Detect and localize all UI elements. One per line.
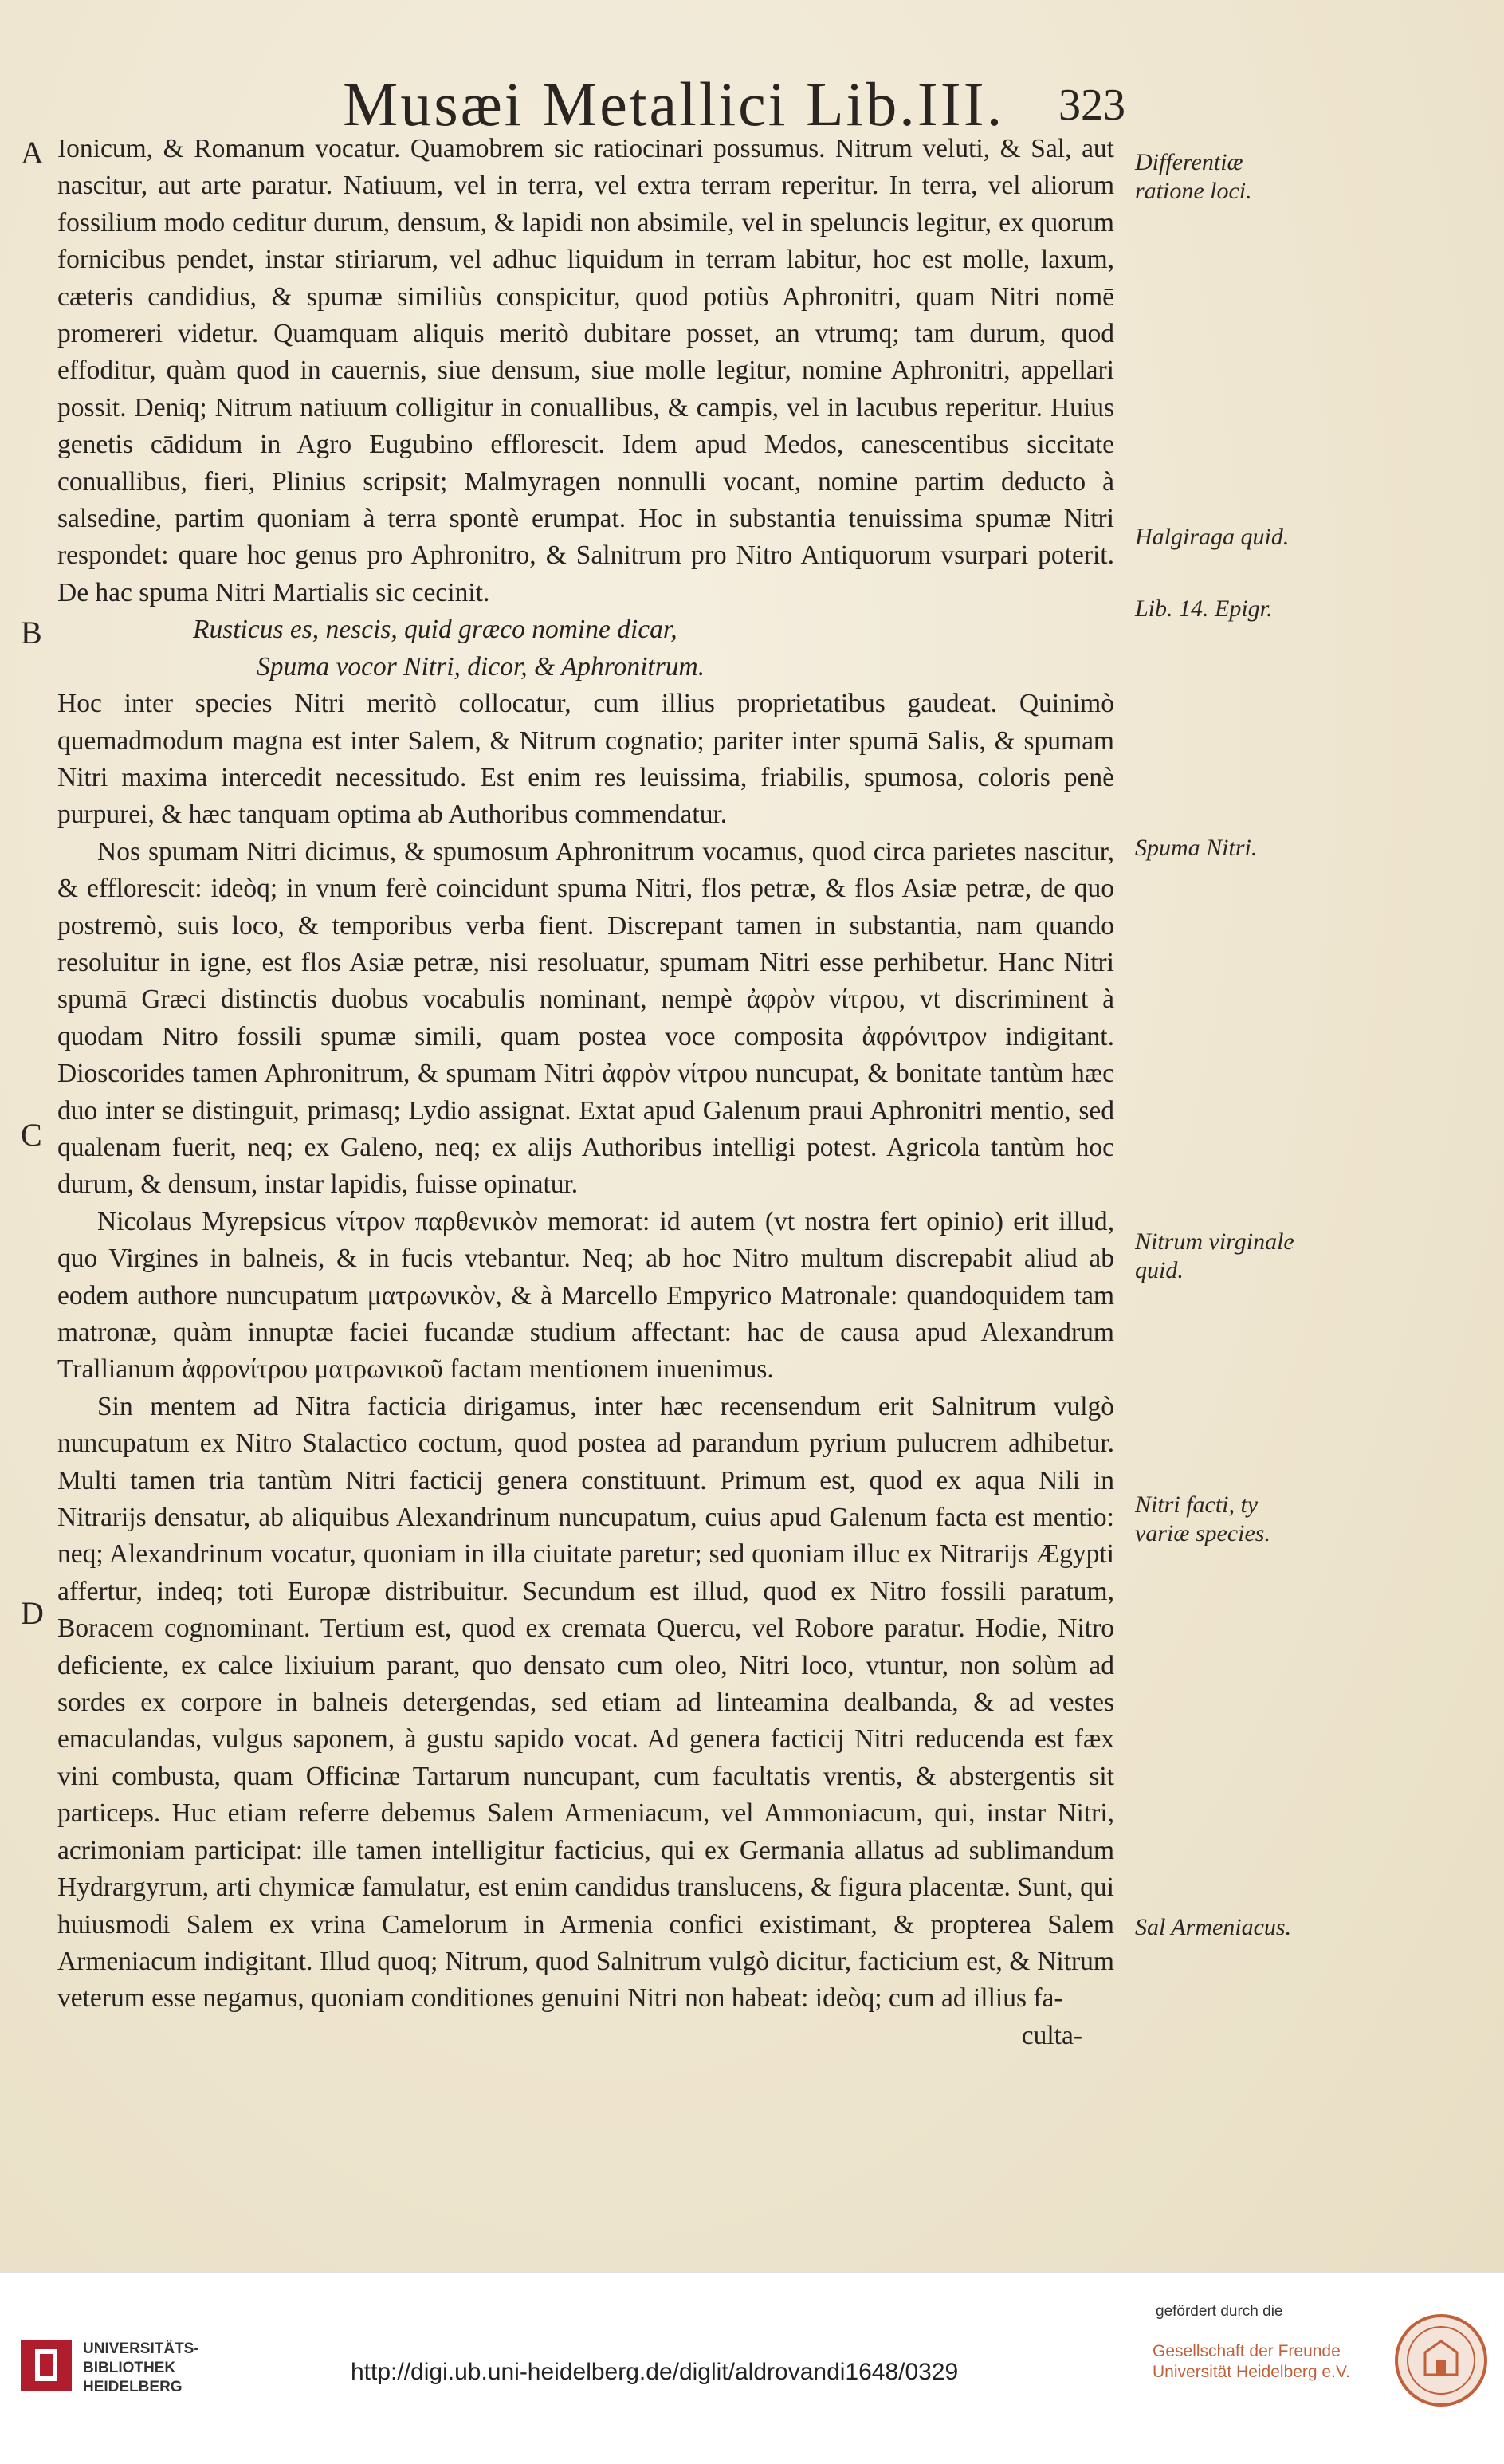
margin-letter-b: B <box>21 615 42 650</box>
paragraph-4: Nicolaus Myrepsicus νίτρον παρθενικὸν memorat: id autem (vt nostra fert opinio) erit illud, quo Virgines in balneis, & in fucis vtebantur. Neq; ab hoc Nitro multum discrepabit aliud ab eodem authore nuncupatum ματρωνικὸν, & à Marcello Empyrico Matronale: quandoquidem tam matronæ, quàm innuptæ faciei fucandæ studium affectant: hac de causa apud Alexandrum Trallianum ἀφρονίτρου ματρωνικοῦ factam mentionem inuenimus. <box>57 1206 1114 1385</box>
side-note-epigram: Lib. 14. Epigr. <box>1135 595 1273 622</box>
permalink-url[interactable]: http://digi.ub.uni-heidelberg.de/diglit/aldrovandi1648/0329 <box>351 2359 959 2385</box>
margin-letter-c: C <box>21 1117 42 1153</box>
university-name-line: HEIDELBERG <box>83 2379 183 2395</box>
paragraph-5: Sin mentem ad Nitra facticia dirigamus, inter hæc recensendum erit Salnitrum vulgò nuncupatum ex Nitro Stalactico coctum, quod postea ad parandum pyrium pulucrem adhibetur. Multi tamen tria tantùm Nitri facticij genera constituunt. Primum est, quod ex aqua Nili in Nitrarijs densatur, ab aliquibus Alexandrinum nuncupatum, cuius apud Galenum facta est mentio: neq; Alexandrinum vocatur, quoniam in illa ciuitate paretur; sed quoniam illuc ex Nitrarijs Ægypti affertur, indeq; toti Europæ distribuitur. Secundum est illud, quod ex Nitro fossili paratum, Boracem cognominant. Tertium est, quod ex cremata Quercu, vel Robore paratur. Hodie, Nitro deficiente, ex calce lixiuium parant, quo densato cum oleo, Nitri loco, vtuntur, non solùm ad sordes ex corpore in balneis detergendas, sed etiam ad linteamina dealbanda, & ad vestes emaculandas, vulgus saponem, à gustu sapido vocat. Ad genera facticij Nitri reducenda est fæx vini combusta, quam Officinæ Tartarum nuncupant, cum facultatis vrentis, & abstergentis sit particeps. Huc etiam referre debemus Salem Armeniacum, vel Ammoniacum, qui, instar Nitri, acrimoniam participat: ille tamen intelligitur facticius, qui ex Germania allatus ad sublimandum Hydrargyrum, arti chymicæ famulatur, est enim candidus translucens, & figura placentæ. Sunt, qui huiusmodi Salem ex vrina Camelorum in Armenia confici existimant, & propterea Salem Armeniacum indigitant. Illud quoq; Nitrum, quod Salnitrum vulgò dicitur, facticium est, & Nitrum veterum esse negamus, quoniam conditiones genuini Nitri non habeat: ideòq; cum ad illius fa- <box>57 1391 1114 2014</box>
running-title: Musæi Metallici Lib.III. <box>343 69 1005 139</box>
side-note-halgiraga: Halgiraga quid. <box>1135 524 1290 550</box>
running-head <box>48 16 1498 139</box>
funder-name <box>1153 2341 1350 2383</box>
verse-line-1: Rusticus es, nescis, quid græco nomine dicar, <box>193 615 677 645</box>
page-number: 323 <box>1058 81 1125 130</box>
paragraph-3: Nos spumam Nitri dicimus, & spumosum Aphronitrum vocamus, quod circa parietes nascitur, & efflorescit: ideòq; in vnum ferè coincidunt spuma Nitri, flos petræ, & flos Asiæ petræ, de quo postremò, suis loco, & temporibus verba fient. Discrepant tamen in substantia, nam quando resoluitur in igne, est flos Asiæ petræ, nisi resoluatur, spumam Nitri esse perhibetur. Hanc Nitri spumā Græci distinctis duobus vocabulis nominant, nempè ἀφρὸν νίτρου, vt discriminent à quodam Nitro fossili spumæ simili, quam postea voce composita ἀφρόνιτρον indigitant. Dioscorides tamen Aphronitrum, & spumam Nitri ἀφρὸν νίτρου nuncupat, & bonitate tantùm hæc duo inter se distinguit, primasq; Lydio assignat. Extat apud Galenum praui Aphronitri mentio, sed qualenam fuerit, neq; ex Galeno, neq; ex alijs Authoribus intelligi potest. Agricola tantùm hoc durum, & densum, instar lapidis, fuisse opinatur. <box>57 836 1114 1200</box>
side-note-spuma-nitri: Spuma Nitri. <box>1135 835 1258 861</box>
funder-name-line: Universität Heidelberg e.V. <box>1153 2363 1350 2381</box>
university-logo-icon <box>21 2340 72 2391</box>
side-note-differentiae: Differentiæ ratione loci. <box>1135 149 1252 204</box>
side-note-nitrum-virginale: Nitrum virginale quid. <box>1135 1228 1294 1283</box>
verse-line-2: Spuma vocor Nitri, dicor, & Aphronitrum. <box>257 651 705 682</box>
margin-letter-a: A <box>21 135 44 171</box>
university-name <box>83 2340 199 2397</box>
margin-letter-d: D <box>21 1595 44 1631</box>
paragraph-1: Ionicum, & Romanum vocatur. Quamobrem sic ratiocinari possumus. Nitrum veluti, & Sal, aut nascitur, aut arte paratur. Natiuum, vel in terra, vel extra terram reperitur. In terra, vel aliorum fossilium modo ceditur durum, densum, & lapidi non absimile, vel in speluncis legitur, ex quorum fornicibus pendet, instar stiriarum, vel adhuc liquidum in terram labitur, hoc est molle, laxum, cæteris candidius, & spumæ similiùs conspicitur, quod potiùs Aphronitri, quam Nitri nomē promereri videtur. Quamquam aliquis meritò dubitare posset, an vtrumq; tam durum, quod effoditur, quàm quod in cauernis, siue densum, siue molle legitur, nomine Aphronitri, appellari possit. Deniq; Nitrum natiuum colligitur in conuallibus, & campis, vel in lacubus reperitur. Huius genetis cādidum in Agro Eugubino efflorescit. Idem apud Medos, canescentibus siccitate conuallibus, fieri, Plinius scripsit; Malmyragen nonnulli vocant, nomine partim deducto à salsedine, partim quoniam à terra spontè erumpat. Hoc in substantia tenuissima spumæ Nitri respondet: quare hoc genus pro Aphronitro, & Salnitrum pro Nitro Antiquorum vsurpari poterit. De hac spuma Nitri Martialis sic cecinit. <box>57 134 1114 607</box>
funder-intro: gefördert durch die <box>1156 2303 1283 2320</box>
funder-name-line: Gesellschaft der Freunde <box>1153 2342 1341 2360</box>
body-text <box>57 131 1114 2054</box>
paragraph-2: Hoc inter species Nitri meritò collocatur, cum illius proprietatibus gaudeat. Quinimò quemadmodum magna est inter Salem, & Nitrum cognatio; pariter inter spumā Salis, & spumam Nitri maxima intercedit necessitudo. Est enim res leuissima, friabilis, spumosa, coloris penè purpurei, & hæc tanquam optima ab Authoribus commendatur. <box>57 689 1114 830</box>
funder-seal-icon <box>1393 2313 1489 2408</box>
side-note-nitri-facti: Nitri facti, ty variæ species. <box>1135 1491 1270 1546</box>
footer-bar <box>0 2272 1504 2464</box>
catchword: culta- <box>1021 2020 1082 2050</box>
university-name-line: UNIVERSITÄTS- <box>83 2340 199 2357</box>
side-note-sal-armeniacus: Sal Armeniacus. <box>1135 1914 1292 1940</box>
university-name-line: BIBLIOTHEK <box>83 2360 176 2376</box>
